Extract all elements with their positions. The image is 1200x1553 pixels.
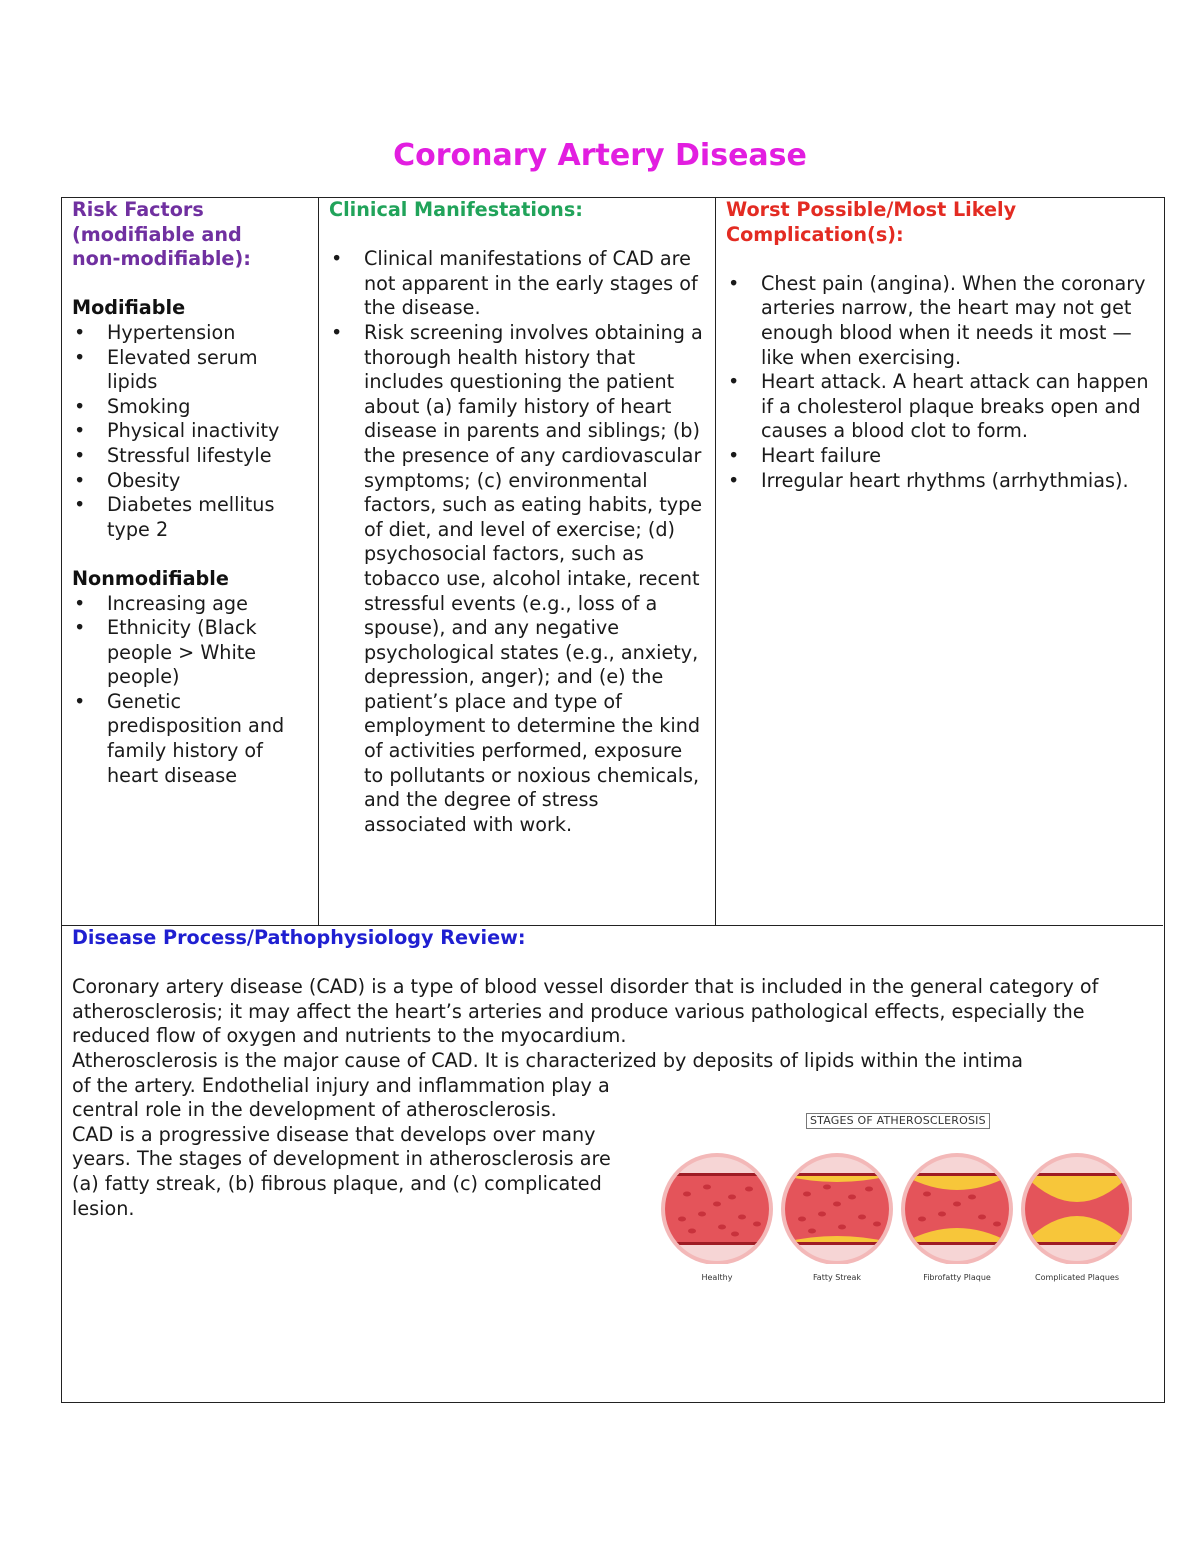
- artery-stage-1: [661, 1153, 773, 1264]
- blood-cell: [713, 1202, 721, 1207]
- complications-list: [726, 272, 1153, 493]
- blood-cell: [968, 1195, 976, 1200]
- blood-cell: [865, 1187, 873, 1192]
- risk-factors-heading: [72, 198, 308, 272]
- list-item: • Hypertension: [72, 321, 308, 346]
- blood-cell: [745, 1187, 753, 1192]
- blood-cell: [923, 1192, 931, 1197]
- nonmodifiable-label: Nonmodifiable: [72, 566, 229, 590]
- blood-cell: [808, 1229, 816, 1234]
- blood-cell: [678, 1217, 686, 1222]
- modifiable-list: [72, 321, 308, 542]
- risk-heading-line-2: (modifiable and: [72, 222, 242, 246]
- blood-cell: [753, 1222, 761, 1227]
- artery-stage-4: [1021, 1153, 1132, 1264]
- blood-cell: [873, 1222, 881, 1227]
- list-item: • Ethnicity (Black people > White people): [72, 616, 308, 690]
- list-item: • Genetic predisposition and family history of heart disease: [72, 690, 308, 788]
- list-item: • Elevated serum lipids: [72, 346, 308, 395]
- list-item: • Heart attack. A heart attack can happen if a cholesterol plaque breaks open and causes a blood clot to form.: [726, 370, 1153, 444]
- blood-cell: [803, 1192, 811, 1197]
- blood-cell: [918, 1217, 926, 1222]
- blood-cell: [688, 1229, 696, 1234]
- blood-cell: [703, 1185, 711, 1190]
- process-paragraph-2: Atherosclerosis is the major cause of CAD. It is characterized by deposits of lipids within the intima: [72, 1048, 1024, 1072]
- cad-table: [61, 197, 1165, 1403]
- process-paragraph-2-cont: of the artery. Endothelial injury and inflammation play a central role in the development of atherosclerosis.: [72, 1073, 610, 1122]
- complications-heading-line-1: Worst Possible/Most Likely: [726, 198, 1017, 221]
- artery-stage-2: [781, 1153, 893, 1264]
- process-paragraph-3: CAD is a progressive disease that develops over many years. The stages of development in atherosclerosis are (a) fatty streak, (b) fibrous plaque, and (c) complicated lesion.: [72, 1122, 611, 1220]
- figure-title: STAGES OF ATHEROSCLEROSIS: [806, 1113, 990, 1129]
- list-item: • Stressful lifestyle: [72, 444, 308, 469]
- complications-heading: [726, 198, 1153, 247]
- vessel-lumen: [785, 1175, 889, 1243]
- blood-cell: [731, 1232, 739, 1237]
- clinical-manifestations-cell: [319, 198, 716, 925]
- blood-cell: [818, 1212, 826, 1217]
- figure-label-fibrofatty-plaque: Fibrofatty Plaque: [923, 1273, 991, 1282]
- blood-cell: [938, 1212, 946, 1217]
- nonmodifiable-list: [72, 592, 308, 789]
- blood-cell: [698, 1212, 706, 1217]
- list-item: • Increasing age: [72, 592, 308, 617]
- figure-label-healthy: Healthy: [701, 1273, 733, 1282]
- list-item: • Chest pain (angina). When the coronary arteries narrow, the heart may not get enough blood when it needs it most — like when exercising.: [726, 272, 1153, 370]
- blood-cell: [833, 1202, 841, 1207]
- blood-cell: [728, 1195, 736, 1200]
- disease-process-cell: [62, 925, 1163, 1401]
- blood-cell: [838, 1225, 846, 1230]
- blood-cell: [858, 1215, 866, 1220]
- risk-factors-cell: [62, 198, 319, 925]
- page-title: Coronary Artery Disease: [393, 138, 807, 173]
- list-item: • Risk screening involves obtaining a thorough health history that includes questioning the patient about (a) family history of heart disease in parents and siblings; (b) the presence of any cardiovascular symptoms; (c) environmental factors, such as eating habits, type of diet, and level of exercise; (d) psychosocial factors, such as tobacco use, alcohol intake, recent stressful events (e.g., loss of a spouse), and any negative psychological states (e.g., anxiety, depression, anger); and (e) the patient’s place and type of employment to determine the kind of activities performed, exposure to pollutants or noxious chemicals, and the degree of stress associated with work.: [329, 321, 705, 837]
- artery-stage-3: [901, 1153, 1013, 1264]
- atherosclerosis-figure: [658, 1104, 1132, 1284]
- list-item: • Smoking: [72, 395, 308, 420]
- blood-cell: [993, 1222, 1001, 1227]
- list-item: • Heart failure: [726, 444, 1153, 469]
- blood-cell: [848, 1195, 856, 1200]
- list-item: • Physical inactivity: [72, 419, 308, 444]
- disease-process-heading: Disease Process/Pathophysiology Review:: [72, 926, 526, 949]
- blood-cell: [718, 1225, 726, 1230]
- blood-cell: [823, 1185, 831, 1190]
- process-paragraph-1: Coronary artery disease (CAD) is a type of blood vessel disorder that is included in the general category of atherosclerosis; it may affect the heart’s arteries and produce various pathological effects, especially the reduced flow of oxygen and nutrients to the myocardium.: [72, 975, 1099, 1048]
- risk-heading-line-3: non-modifiable):: [72, 247, 251, 271]
- list-item: • Diabetes mellitus type 2: [72, 493, 308, 542]
- figure-label-complicated-plaques: Complicated Plaques: [1035, 1273, 1119, 1282]
- clinical-list: [329, 247, 705, 837]
- list-item: • Irregular heart rhythms (arrhythmias).: [726, 469, 1153, 494]
- blood-cell: [738, 1215, 746, 1220]
- risk-heading-line-1: Risk Factors: [72, 198, 204, 221]
- vessel-lumen: [665, 1175, 769, 1243]
- list-item: • Obesity: [72, 469, 308, 494]
- complications-heading-line-2: Complication(s):: [726, 222, 904, 246]
- blood-cell: [978, 1215, 986, 1220]
- blood-cell: [798, 1217, 806, 1222]
- modifiable-label: Modifiable: [72, 296, 186, 320]
- list-item: • Clinical manifestations of CAD are not apparent in the early stages of the disease.: [329, 247, 705, 321]
- clinical-heading: Clinical Manifestations:: [329, 198, 583, 221]
- blood-cell: [683, 1192, 691, 1197]
- figure-label-fatty-streak: Fatty Streak: [812, 1273, 862, 1282]
- complications-cell: [716, 198, 1163, 925]
- blood-cell: [953, 1202, 961, 1207]
